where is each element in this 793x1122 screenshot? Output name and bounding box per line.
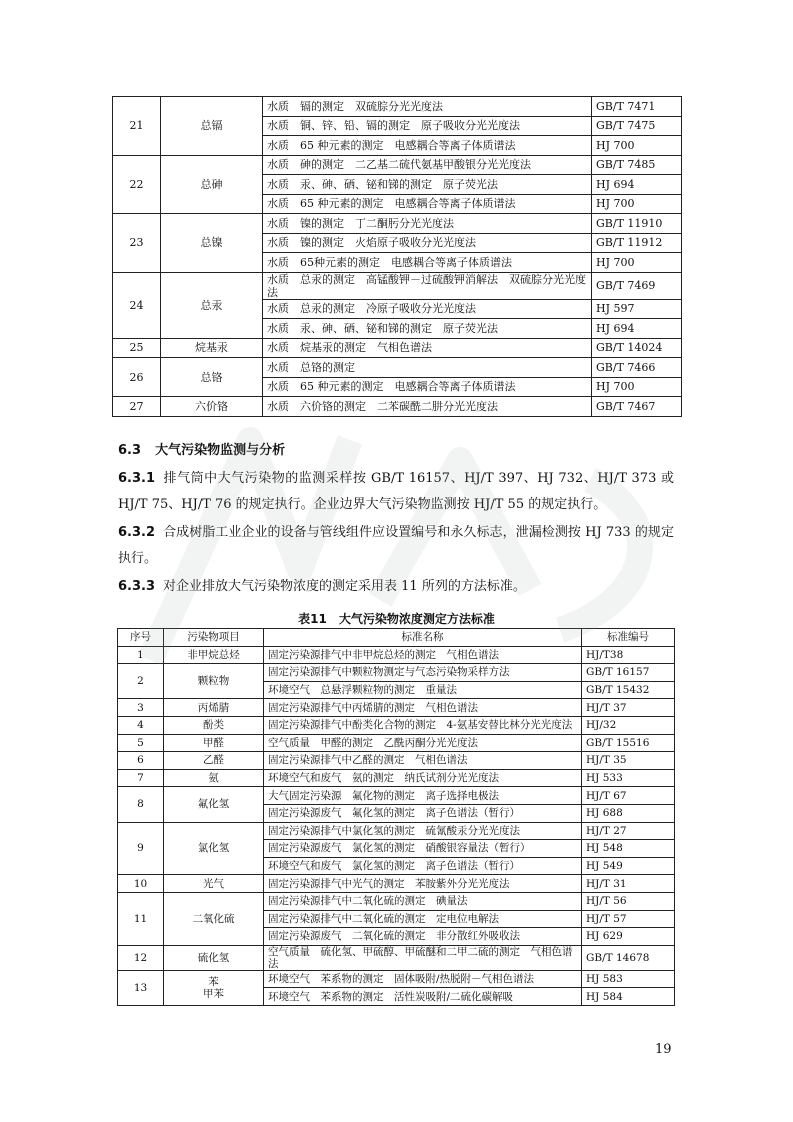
cell-standard-code: GB/T 16157	[582, 664, 675, 682]
cell-item: 颗粒物	[164, 664, 264, 699]
table-row	[113, 214, 682, 234]
table-row	[113, 358, 682, 378]
cell-no: 24	[113, 272, 161, 338]
cell-standard-code: HJ 688	[582, 804, 675, 822]
cell-item: 总镍	[161, 214, 263, 273]
cell-standard-name: 固定污染源排气中光气的测定 苯胺紫外分光光度法	[264, 875, 582, 893]
cell-standard-code: HJ/T 67	[582, 787, 675, 805]
table-row	[118, 646, 675, 664]
cell-standard-name: 水质 铜、锌、铅、镉的测定 原子吸收分光光度法	[263, 116, 592, 136]
cell-standard-code: HJ/T 57	[582, 910, 675, 928]
table-row	[118, 769, 675, 787]
page-number: 19	[655, 1042, 672, 1057]
cell-standard-name: 水质 总汞的测定 冷原子吸收分光光度法	[263, 299, 592, 319]
cell-item: 丙烯腈	[164, 699, 264, 717]
cell-item: 氯化氢	[164, 822, 264, 875]
cell-standard-code: HJ 700	[592, 253, 682, 273]
air-methods-table	[117, 628, 675, 1006]
table-row	[118, 875, 675, 893]
table-row	[118, 892, 675, 910]
cell-item: 光气	[164, 875, 264, 893]
cell-no: 12	[118, 945, 164, 970]
cell-standard-code: HJ/T38	[582, 646, 675, 664]
cell-no: 25	[113, 338, 161, 358]
cell-standard-name: 环境空气 总悬浮颗粒物的测定 重量法	[264, 681, 582, 699]
table-row	[113, 397, 682, 417]
cell-standard-code: HJ/T 27	[582, 822, 675, 840]
cell-standard-code: HJ 549	[582, 857, 675, 875]
cell-standard-name: 水质 六价铬的测定 二苯碳酰二肼分光光度法	[263, 397, 592, 417]
cell-standard-name: 水质 镍的测定 火焰原子吸收分光光度法	[263, 233, 592, 253]
cell-item: 乙醛	[164, 752, 264, 770]
cell-standard-code: HJ 700	[592, 377, 682, 397]
header-code: 标准编号	[582, 629, 675, 647]
cell-no: 26	[113, 358, 161, 397]
paragraph-text: 排气筒中大气污染物的监测采样按 GB/T 16157、HJ/T 397、HJ 732、HJ/T 373 或 HJ/T 75、HJ/T 76 的规定执行。企业边界大气污染物监测按 HJ/T 55 的规定执行。	[118, 471, 674, 512]
cell-standard-name: 空气质量 甲醛的测定 乙酰丙酮分光光度法	[264, 734, 582, 752]
cell-standard-name: 固定污染源排气中非甲烷总烃的测定 气相色谱法	[264, 646, 582, 664]
cell-standard-code: HJ/T 37	[582, 699, 675, 717]
table-row	[118, 664, 675, 682]
paragraph-6-3-3	[118, 574, 674, 600]
cell-item: 苯 甲苯	[164, 970, 264, 1005]
header-no: 序号	[118, 629, 164, 647]
cell-standard-code: GB/T 7467	[592, 397, 682, 417]
cell-standard-code: HJ 694	[592, 319, 682, 339]
section-number: 6.3	[118, 443, 142, 458]
cell-item: 总镉	[161, 97, 263, 156]
cell-standard-name: 固定污染源排气中二氧化硫的测定 定电位电解法	[264, 910, 582, 928]
cell-standard-code: GB/T 11910	[592, 214, 682, 234]
section-title: 大气污染物监测与分析	[155, 443, 286, 458]
cell-standard-code: HJ/T 56	[582, 892, 675, 910]
cell-no: 9	[118, 822, 164, 875]
cell-standard-code: HJ 584	[582, 988, 675, 1006]
cell-standard-code: HJ 583	[582, 970, 675, 988]
cell-standard-code: GB/T 7475	[592, 116, 682, 136]
cell-standard-name: 固定污染源废气 氟化氢的测定 离子色谱法（暂行）	[264, 804, 582, 822]
cell-item: 硫化氢	[164, 945, 264, 970]
paragraph-6-3-1	[118, 466, 674, 518]
cell-item: 总铬	[161, 358, 263, 397]
cell-standard-code: GB/T 15516	[582, 734, 675, 752]
cell-standard-name: 固定污染源排气中二氧化硫的测定 碘量法	[264, 892, 582, 910]
cell-standard-name: 固定污染源排气中颗粒物测定与气态污染物采样方法	[264, 664, 582, 682]
cell-standard-name: 固定污染源废气 氯化氢的测定 硝酸银容量法（暂行）	[264, 840, 582, 858]
paragraph-text: 对企业排放大气污染物浓度的测定采用表 11 所列的方法标准。	[163, 579, 526, 594]
cell-standard-name: 固定污染源排气中酚类化合物的测定 4-氨基安替比林分光光度法	[264, 716, 582, 734]
cell-no: 8	[118, 787, 164, 822]
cell-standard-code: HJ 533	[582, 769, 675, 787]
cell-item: 总砷	[161, 155, 263, 214]
cell-standard-code: HJ 700	[592, 194, 682, 214]
table-row	[113, 338, 682, 358]
cell-standard-name: 环境空气 苯系物的测定 固体吸附/热脱附－气相色谱法	[264, 970, 582, 988]
cell-standard-name: 水质 65 种元素的测定 电感耦合等离子体质谱法	[263, 136, 592, 156]
cell-standard-name: 水质 65 种元素的测定 电感耦合等离子体质谱法	[263, 377, 592, 397]
cell-standard-code: GB/T 11912	[592, 233, 682, 253]
cell-no: 21	[113, 97, 161, 156]
table-row	[118, 752, 675, 770]
cell-no: 1	[118, 646, 164, 664]
cell-no: 3	[118, 699, 164, 717]
cell-standard-code: HJ/T 35	[582, 752, 675, 770]
cell-standard-code: HJ/32	[582, 716, 675, 734]
cell-standard-name: 固定污染源排气中丙烯腈的测定 气相色谱法	[264, 699, 582, 717]
table-caption: 表11 大气污染物浓度测定方法标准	[298, 612, 495, 626]
cell-no: 7	[118, 769, 164, 787]
cell-standard-code: GB/T 15432	[582, 681, 675, 699]
table-row	[118, 699, 675, 717]
table-row	[113, 272, 682, 299]
cell-standard-code: GB/T 14024	[592, 338, 682, 358]
table-row	[113, 155, 682, 175]
cell-standard-name: 水质 砷的测定 二乙基二硫代氨基甲酸银分光光度法	[263, 155, 592, 175]
cell-item: 二氧化硫	[164, 892, 264, 945]
cell-no: 4	[118, 716, 164, 734]
table-row	[118, 734, 675, 752]
cell-item: 甲醛	[164, 734, 264, 752]
cell-standard-name: 水质 烷基汞的测定 气相色谱法	[263, 338, 592, 358]
cell-standard-name: 水质 总铬的测定	[263, 358, 592, 378]
cell-standard-code: HJ 548	[582, 840, 675, 858]
cell-standard-name: 环境空气和废气 氨的测定 纳氏试剂分光光度法	[264, 769, 582, 787]
cell-standard-code: HJ 629	[582, 928, 675, 946]
cell-no: 2	[118, 664, 164, 699]
paragraph-number: 6.3.3	[118, 579, 156, 594]
cell-item: 非甲烷总烃	[164, 646, 264, 664]
cell-item: 烷基汞	[161, 338, 263, 358]
paragraph-number: 6.3.2	[118, 525, 156, 540]
cell-no: 6	[118, 752, 164, 770]
table-header-row	[118, 629, 675, 647]
cell-item: 氨	[164, 769, 264, 787]
cell-standard-code: HJ 694	[592, 175, 682, 195]
cell-item: 氟化氢	[164, 787, 264, 822]
section-heading	[118, 443, 285, 459]
cell-standard-name: 水质 总汞的测定 高锰酸钾－过硫酸钾消解法 双硫腙分光光度法	[263, 272, 592, 299]
cell-standard-name: 固定污染源废气 二氧化硫的测定 非分散红外吸收法	[264, 928, 582, 946]
cell-standard-name: 水质 65种元素的测定 电感耦合等离子体质谱法	[263, 253, 592, 273]
cell-no: 22	[113, 155, 161, 214]
cell-standard-code: GB/T 7466	[592, 358, 682, 378]
header-item: 污染物项目	[164, 629, 264, 647]
table-row	[118, 716, 675, 734]
cell-item: 总汞	[161, 272, 263, 338]
cell-standard-code: GB/T 14678	[582, 945, 675, 970]
table-row	[113, 97, 682, 117]
cell-no: 10	[118, 875, 164, 893]
cell-standard-name: 空气质量 硫化氢、甲硫醇、甲硫醚和二甲二硫的测定 气相色谱法	[264, 945, 582, 970]
cell-standard-name: 水质 汞、砷、硒、铋和锑的测定 原子荧光法	[263, 175, 592, 195]
cell-standard-name: 水质 镍的测定 丁二酮肟分光光度法	[263, 214, 592, 234]
cell-no: 23	[113, 214, 161, 273]
cell-standard-name: 大气固定污染源 氟化物的测定 离子选择电极法	[264, 787, 582, 805]
header-name: 标准名称	[264, 629, 582, 647]
cell-standard-code: HJ 597	[592, 299, 682, 319]
cell-standard-code: HJ/T 31	[582, 875, 675, 893]
cell-item: 六价铬	[161, 397, 263, 417]
paragraph-6-3-2	[118, 520, 674, 572]
cell-standard-code: GB/T 7471	[592, 97, 682, 117]
cell-no: 11	[118, 892, 164, 945]
table-row	[118, 970, 675, 988]
cell-standard-name: 环境空气 苯系物的测定 活性炭吸附/二硫化碳解吸	[264, 988, 582, 1006]
table-row	[118, 945, 675, 970]
cell-standard-name: 水质 65 种元素的测定 电感耦合等离子体质谱法	[263, 194, 592, 214]
cell-standard-name: 固定污染源排气中氯化氢的测定 硫氰酸汞分光光度法	[264, 822, 582, 840]
cell-no: 5	[118, 734, 164, 752]
page-bottom-mask	[112, 1022, 684, 1036]
water-methods-table	[112, 96, 682, 417]
cell-no: 13	[118, 970, 164, 1005]
table-row	[118, 822, 675, 840]
cell-standard-code: GB/T 7485	[592, 155, 682, 175]
cell-standard-name: 水质 镉的测定 双硫腙分光光度法	[263, 97, 592, 117]
paragraph-text: 合成树脂工业企业的设备与管线组件应设置编号和永久标志，泄漏检测按 HJ 733 的规定执行。	[118, 525, 674, 566]
cell-standard-name: 固定污染源排气中乙醛的测定 气相色谱法	[264, 752, 582, 770]
cell-standard-name: 水质 汞、砷、硒、铋和锑的测定 原子荧光法	[263, 319, 592, 339]
cell-no: 27	[113, 397, 161, 417]
paragraph-number: 6.3.1	[118, 471, 156, 486]
cell-standard-code: GB/T 7469	[592, 272, 682, 299]
table-row	[118, 787, 675, 805]
cell-standard-code: HJ 700	[592, 136, 682, 156]
cell-item: 酚类	[164, 716, 264, 734]
cell-standard-name: 环境空气和废气 氯化氢的测定 离子色谱法（暂行）	[264, 857, 582, 875]
